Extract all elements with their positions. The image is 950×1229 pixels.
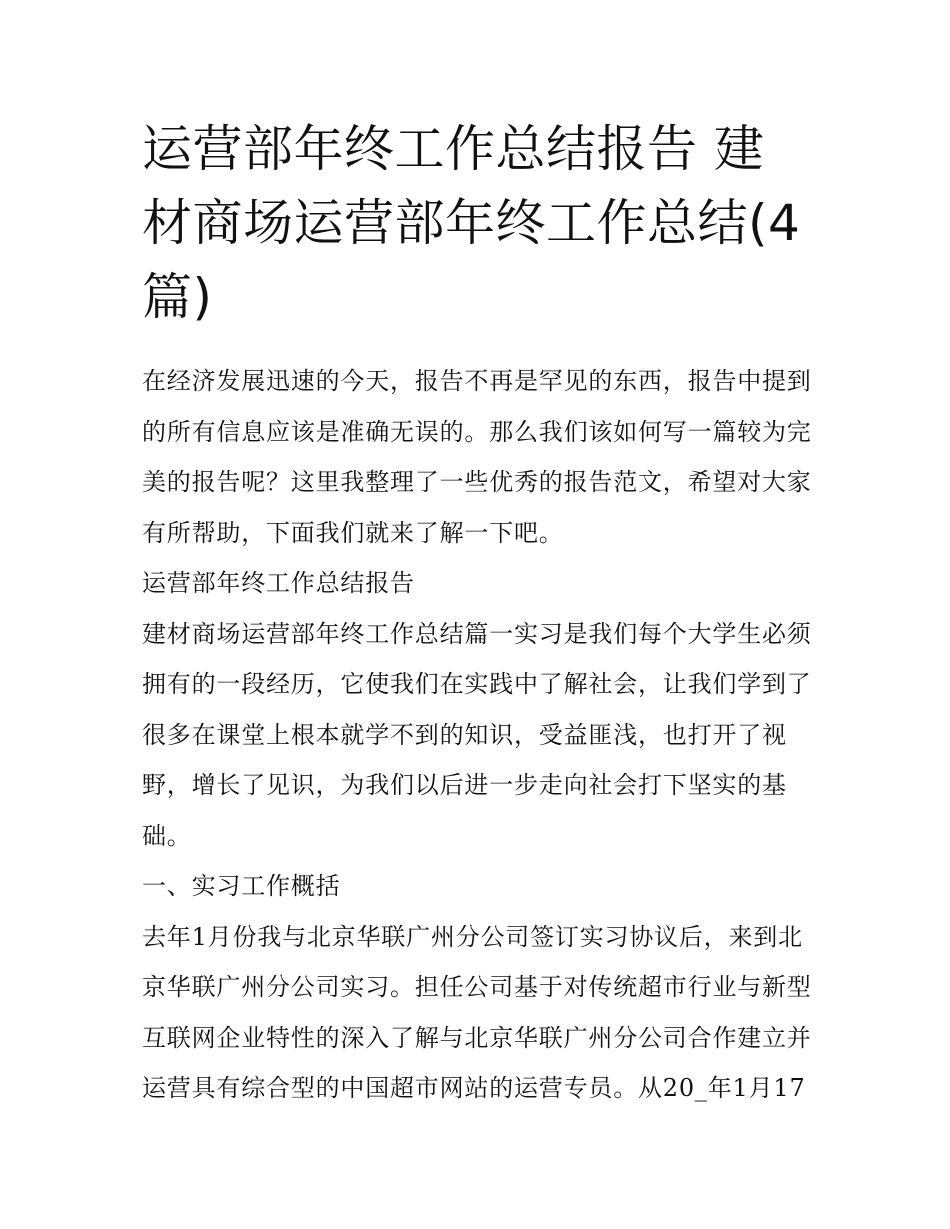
intro-paragraph: 在经济发展迅速的今天，报告不再是罕见的东西，报告中提到的所有信息应该是准确无误的。那么我们该如何写一篇较为完美的报告呢？这里我整理了一些优秀的报告范文，希望对大家有所帮助，下面我们就来了解一下吧。 bbox=[142, 367, 812, 547]
internship-paragraph: 去年1月份我与北京华联广州分公司签订实习协议后，来到北京华联广州分公司实习。担任公司基于对传统超市行业与新型互联网企业特性的深入了解与北京华联广州分公司合作建立并运营具有综合型的中国超市网站的运营专员。从20_年1月17 bbox=[142, 922, 812, 1102]
section-heading-overview: 一、实习工作概括 bbox=[142, 872, 341, 900]
section-heading-report: 运营部年终工作总结报告 bbox=[142, 569, 415, 597]
document-title: 运营部年终工作总结报告 建材商场运营部年终工作总结(4篇) bbox=[142, 120, 801, 326]
article-one-paragraph: 建材商场运营部年终工作总结篇一实习是我们每个大学生必须拥有的一段经历，它使我们在实践中了解社会，让我们学到了很多在课堂上根本就学不到的知识，受益匪浅，也打开了视野，增长了见识，为我们以后进一步走向社会打下坚实的基础。 bbox=[142, 619, 812, 850]
document-page bbox=[142, 112, 814, 1114]
